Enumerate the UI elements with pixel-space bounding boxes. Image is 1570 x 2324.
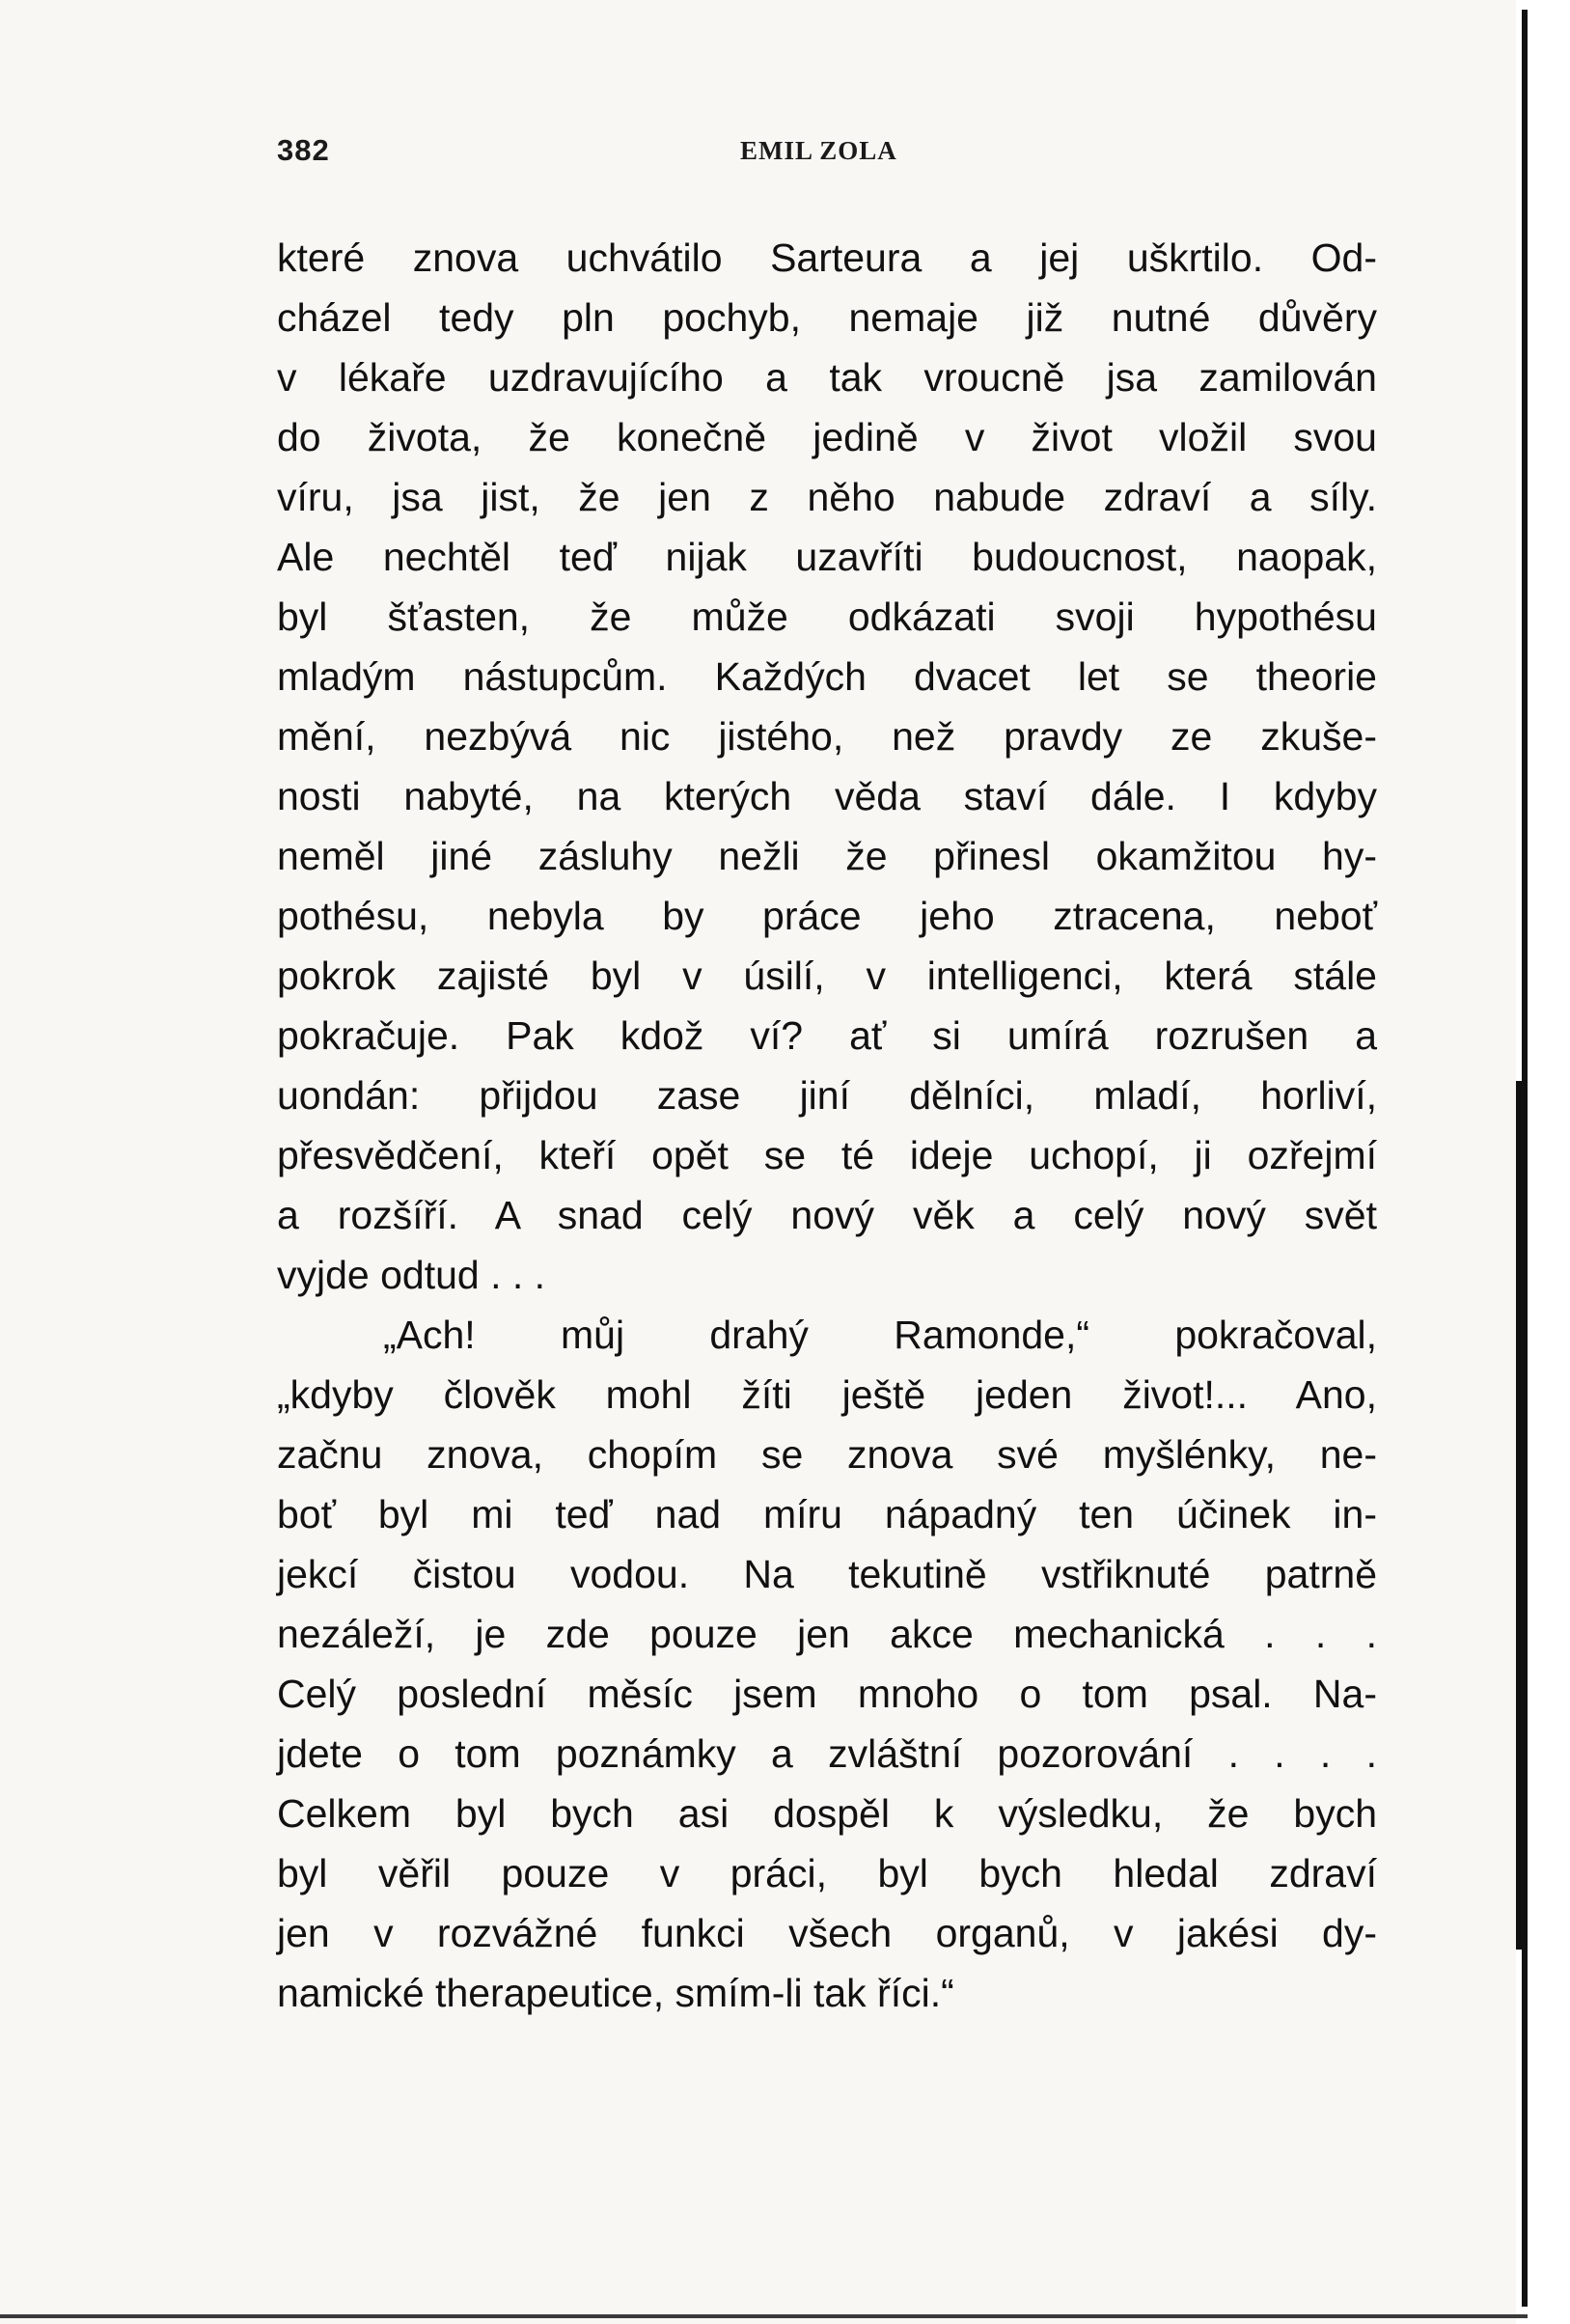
text-line: mění, nezbývá nic jistého, než pravdy ze zkuše-	[277, 714, 1377, 759]
running-head: EMIL ZOLA	[740, 136, 897, 165]
text-line: které znova uchvátilo Sarteura a jej uškrtilo. Od-	[277, 235, 1377, 280]
text-line: přesvědčení, kteří opět se té ideje uchopí, ji ozřejmí	[277, 1133, 1377, 1177]
text-line: jen v rozvážné funkci všech organů, v jakési dy-	[277, 1911, 1377, 1955]
text-line: Ale nechtěl teď nijak uzavříti budoucnost, naopak,	[277, 535, 1377, 579]
text-line: cházel tedy pln pochyb, nemaje již nutné důvěry	[277, 295, 1377, 340]
text-line: a rozšíří. A snad celý nový věk a celý nový svět	[277, 1193, 1377, 1237]
paragraph-end-line: vyjde odtud . . .	[277, 1253, 546, 1297]
text-line: mladým nástupcům. Každých dvacet let se theorie	[277, 654, 1377, 699]
page-edge-shadow	[1516, 1081, 1528, 1950]
text-line: v lékaře uzdravujícího a tak vroucně jsa zamilován	[277, 355, 1377, 400]
text-line: pokrok zajisté byl v úsilí, v intelligenci, která stále	[277, 954, 1377, 998]
page-header	[277, 133, 1377, 172]
text-line: jdete o tom poznámky a zvláštní pozorování . . . .	[277, 1731, 1377, 1776]
text-line: byl šťasten, že může odkázati svoji hypothésu	[277, 595, 1377, 639]
text-line: Celý poslední měsíc jsem mnoho o tom psal. Na-	[277, 1672, 1377, 1716]
text-line: neměl jiné zásluhy nežli že přinesl okamžitou hy-	[277, 834, 1377, 878]
text-line: jekcí čistou vodou. Na tekutině vstřiknuté patrně	[277, 1552, 1377, 1596]
body-text	[277, 228, 1377, 2023]
text-line: nosti nabyté, na kterých věda staví dále. I kdyby	[277, 774, 1377, 818]
text-line: Celkem byl bych asi dospěl k výsledku, že bych	[277, 1791, 1377, 1836]
text-line: uondán: přijdou zase jiní dělníci, mladí, horliví,	[277, 1073, 1377, 1118]
text-line: začnu znova, chopím se znova své myšlénky, ne-	[277, 1432, 1377, 1477]
page-bottom-edge	[0, 2314, 1528, 2318]
text-line: boť byl mi teď nad míru nápadný ten účinek in-	[277, 1492, 1377, 1536]
page-number: 382	[277, 133, 330, 167]
text-line: nezáleží, je zde pouze jen akce mechanická . . .	[277, 1612, 1377, 1656]
text-line: pokračuje. Pak kdož ví? ať si umírá rozrušen a	[277, 1013, 1377, 1058]
text-line: pothésu, nebyla by práce jeho ztracena, neboť	[277, 894, 1377, 938]
text-line: byl věřil pouze v práci, byl bych hledal zdraví	[277, 1851, 1377, 1895]
text-line: víru, jsa jist, že jen z něho nabude zdraví a síly.	[277, 475, 1377, 519]
paragraph-start-line: „Ach! můj drahý Ramonde,“ pokračoval,	[383, 1313, 1377, 1357]
text-line: do života, že konečně jedině v život vložil svou	[277, 415, 1377, 459]
text-line: „kdyby člověk mohl žíti ještě jeden život!... Ano,	[277, 1372, 1377, 1417]
paragraph-end-line: namické therapeutice, smím-li tak říci.“	[277, 1971, 954, 2015]
